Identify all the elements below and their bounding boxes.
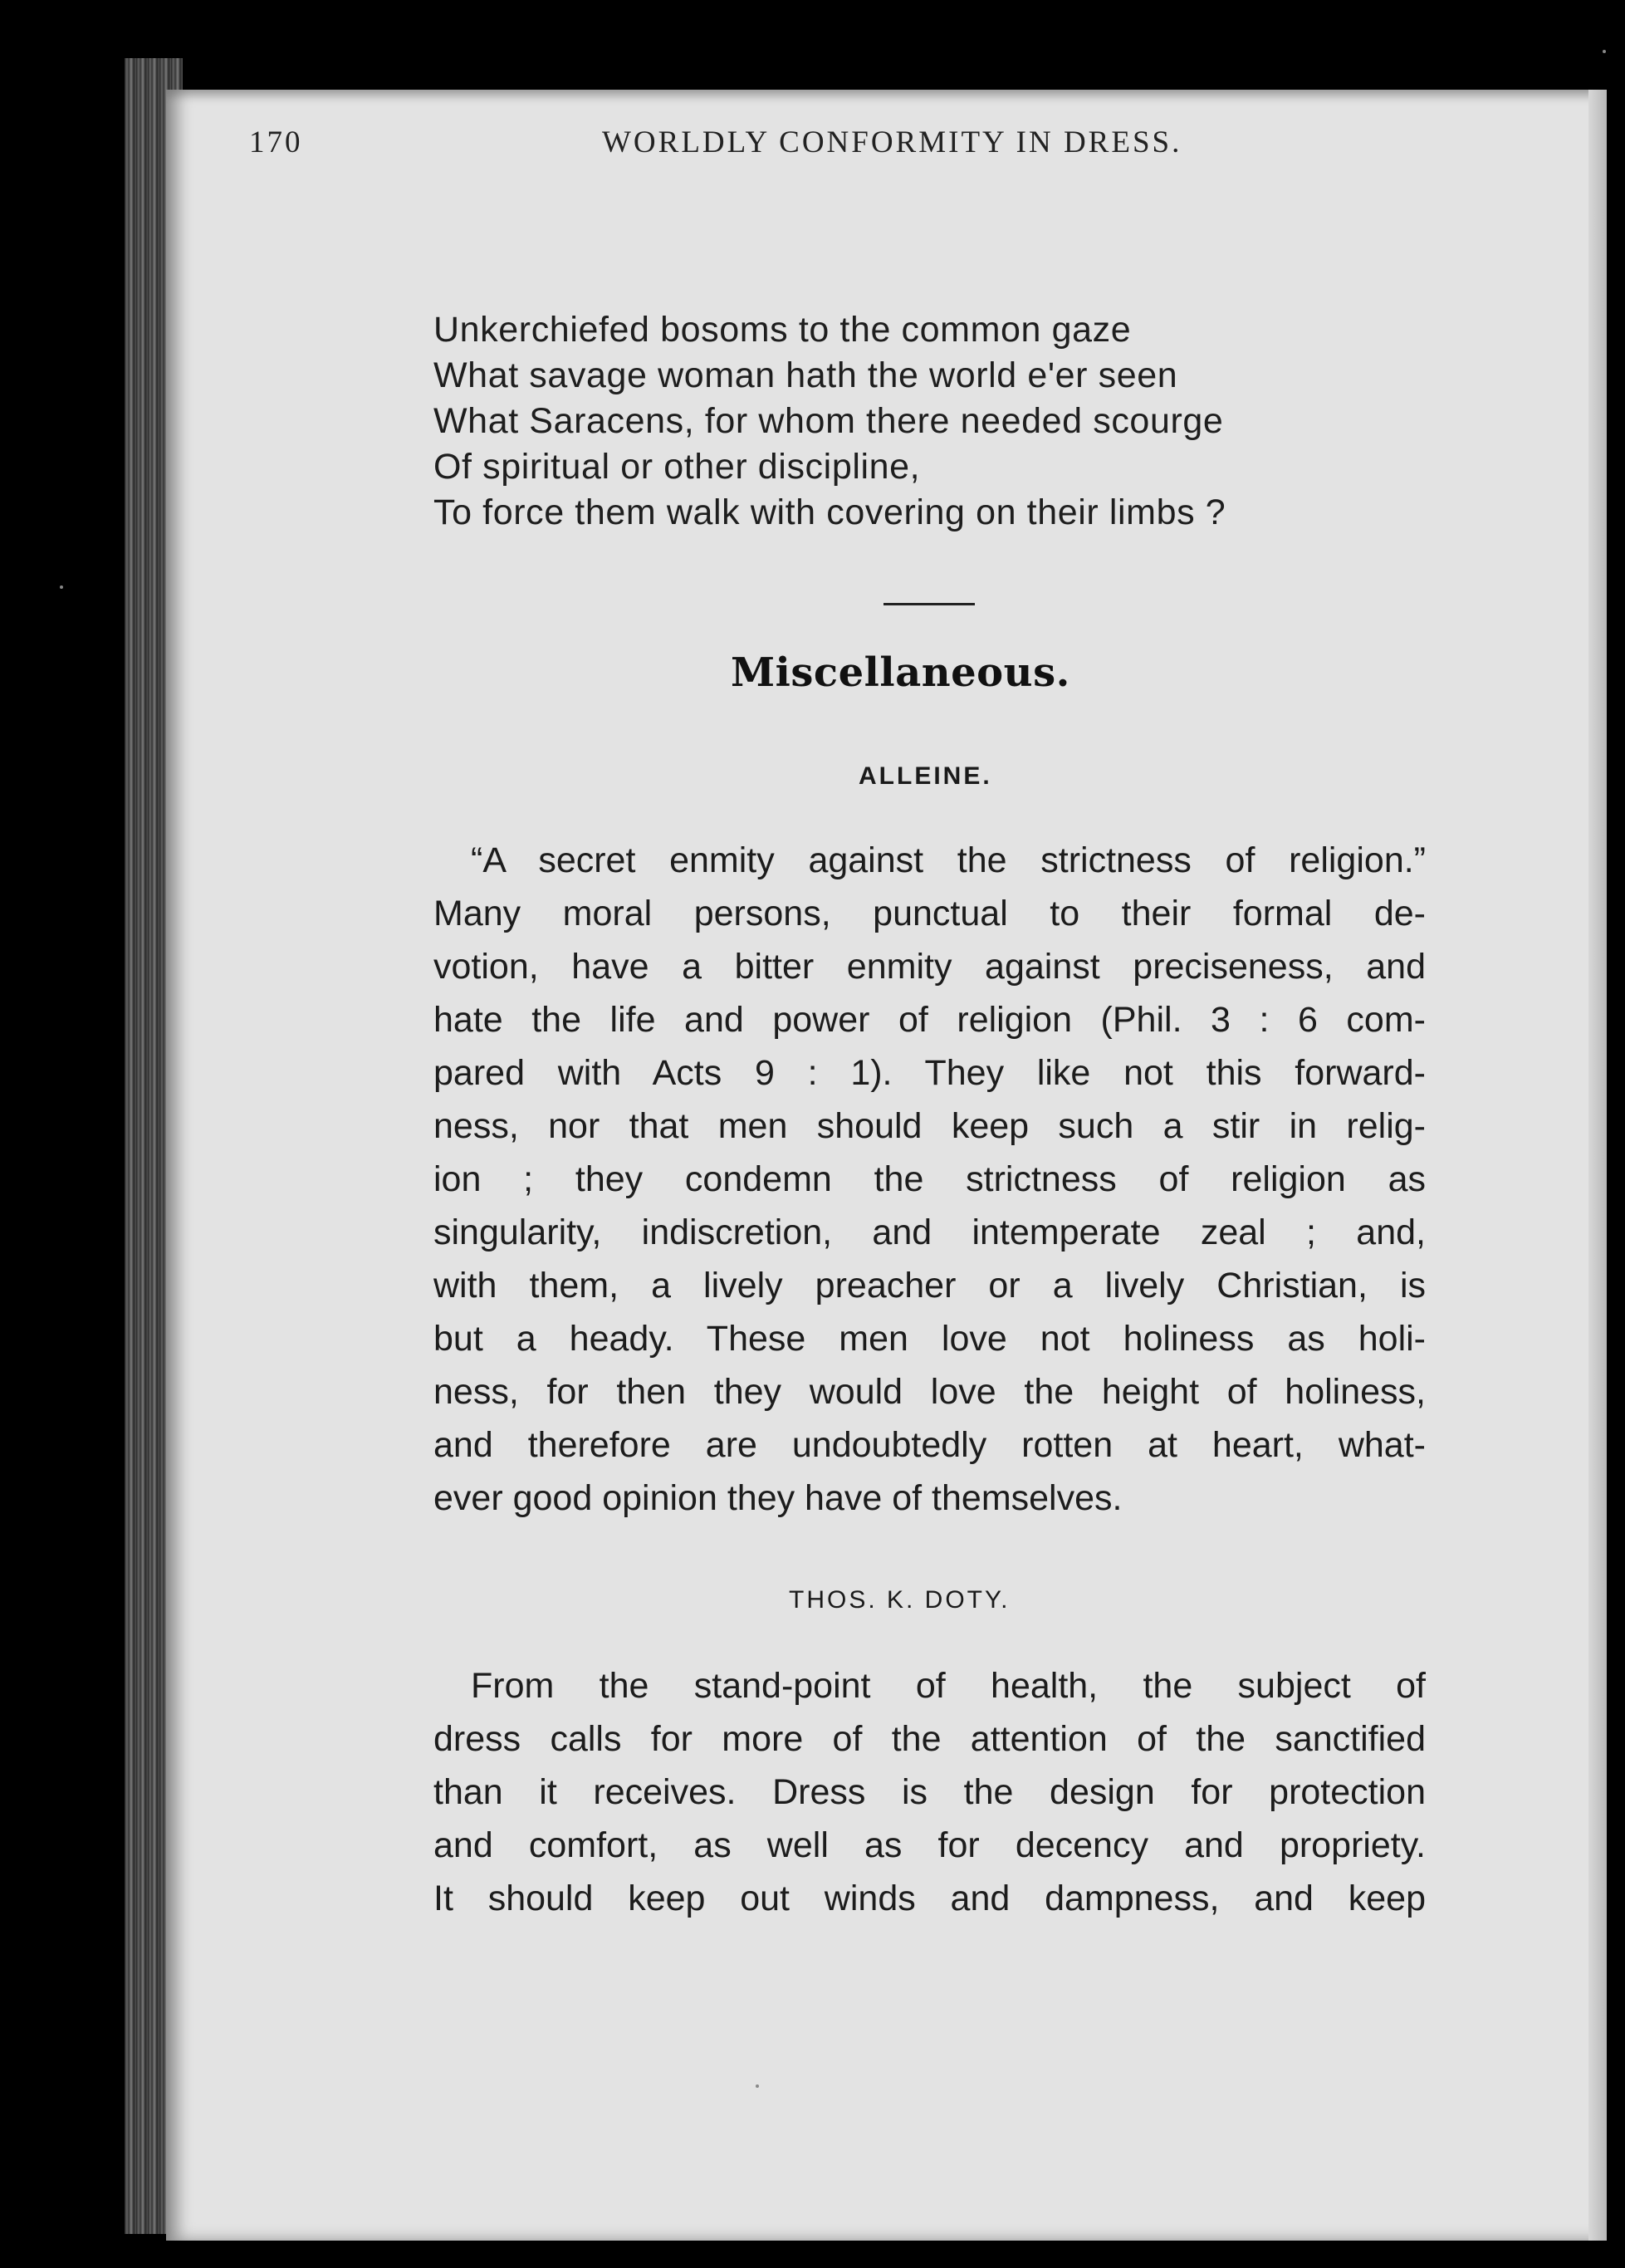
paragraph-line: ness, nor that men should keep such a stir in relig-	[433, 1106, 1426, 1146]
paragraph-line: Many moral persons, punctual to their formal de-	[433, 894, 1426, 933]
author-heading: ALLEINE.	[859, 762, 992, 790]
running-head-title: WORLDLY CONFORMITY IN DRESS.	[602, 125, 1182, 159]
paragraph-line: singularity, indiscretion, and intemperate zeal ; and,	[433, 1212, 1426, 1252]
section-title: Miscellaneous.	[731, 649, 1070, 696]
scan-speck	[1603, 50, 1606, 53]
verse-line: To force them walk with covering on their limbs ?	[433, 492, 1226, 532]
paragraph-line: dress calls for more of the attention of the sanctified	[433, 1719, 1426, 1759]
scan-speck	[60, 585, 63, 589]
paragraph-line: “A secret enmity against the strictness of religion.”	[471, 840, 1426, 880]
paragraph-line: and comfort, as well as for decency and propriety.	[433, 1825, 1426, 1865]
verse-block	[433, 307, 1226, 536]
paragraph-line: ever good opinion they have of themselves.	[433, 1478, 1123, 1518]
paragraph-line: hate the life and power of religion (Phil. 3 : 6 com-	[433, 1000, 1426, 1040]
verse-line: Unkerchiefed bosoms to the common gaze	[433, 310, 1132, 350]
paragraph-line: than it receives. Dress is the design for protection	[433, 1772, 1426, 1812]
verse-line: What savage woman hath the world e'er seen	[433, 355, 1178, 395]
section-divider-rule	[883, 603, 975, 605]
author-heading: THOS. K. DOTY.	[789, 1586, 1011, 1614]
paragraph	[433, 1659, 1426, 1925]
scan-speck	[756, 2084, 759, 2088]
running-head	[249, 125, 1461, 174]
verse-line: Of spiritual or other discipline,	[433, 447, 921, 487]
paragraph-line: and therefore are undoubtedly rotten at heart, what-	[433, 1425, 1426, 1465]
paragraph-line: ion ; they condemn the strictness of religion as	[433, 1159, 1426, 1199]
paragraph-line: votion, have a bitter enmity against preciseness, and	[433, 947, 1426, 987]
page-number: 170	[249, 125, 303, 159]
paragraph-line: ness, for then they would love the height of holiness,	[433, 1372, 1426, 1412]
verse-line: What Saracens, for whom there needed scourge	[433, 401, 1224, 441]
paragraph-line: pared with Acts 9 : 1). They like not this forward-	[433, 1053, 1426, 1093]
page-right-edge	[1588, 90, 1607, 2241]
paragraph-line: It should keep out winds and dampness, and keep	[433, 1879, 1426, 1918]
paragraph-line: From the stand-point of health, the subject of	[471, 1666, 1426, 1706]
paragraph-line: with them, a lively preacher or a lively Christian, is	[433, 1266, 1426, 1305]
paragraph-line: but a heady. These men love not holiness as holi-	[433, 1319, 1426, 1359]
paragraph	[433, 834, 1426, 1525]
